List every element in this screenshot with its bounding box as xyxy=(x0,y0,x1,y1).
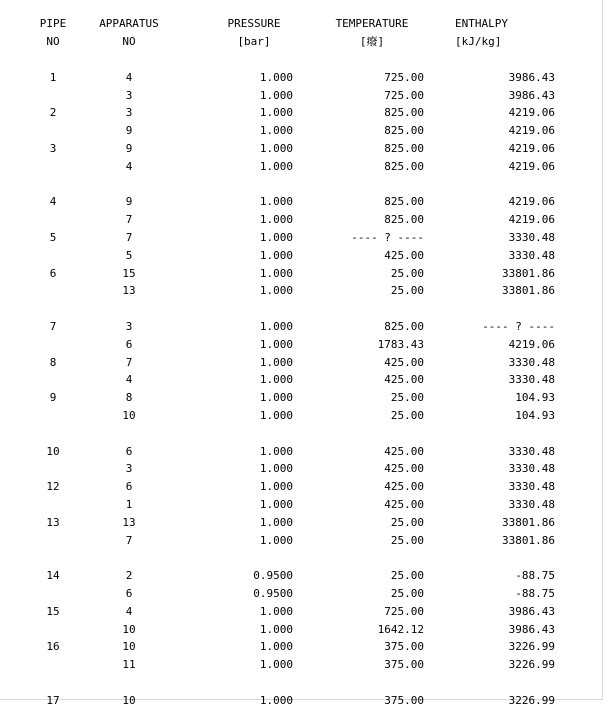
enthalpy-cell: 33801.86 xyxy=(502,266,555,280)
apparatus-no-cell: 11 xyxy=(122,658,136,672)
apparatus-no-cell: 7 xyxy=(125,213,133,227)
table-row xyxy=(0,496,600,514)
pipe-no-cell: 13 xyxy=(46,515,60,529)
enthalpy-cell: 3986.43 xyxy=(508,604,555,618)
pressure-cell: 1.000 xyxy=(259,141,293,155)
enthalpy-cell: -88.75 xyxy=(515,569,555,583)
enthalpy-cell: 3330.48 xyxy=(508,230,555,244)
temperature-cell: 25.00 xyxy=(390,586,424,600)
pressure-cell: 1.000 xyxy=(259,515,293,529)
apparatus-no-cell: 6 xyxy=(125,586,133,600)
apparatus-no-cell: 9 xyxy=(125,141,133,155)
pressure-cell: 1.000 xyxy=(259,266,293,280)
pressure-cell: 1.000 xyxy=(259,230,293,244)
table-row xyxy=(0,282,600,300)
table-row xyxy=(0,692,600,709)
pipe-no-cell: 17 xyxy=(46,693,60,707)
enthalpy-cell: 3226.99 xyxy=(508,693,555,707)
pipe-no-cell: 14 xyxy=(46,569,60,583)
header-temperature-unit: [癈] xyxy=(359,35,385,48)
pipe-no-cell: 7 xyxy=(49,319,57,333)
pressure-cell: 1.000 xyxy=(259,408,293,422)
temperature-cell: 725.00 xyxy=(384,604,424,618)
enthalpy-cell: 3986.43 xyxy=(508,622,555,636)
table-row xyxy=(0,265,600,283)
apparatus-no-cell: 5 xyxy=(125,248,133,262)
enthalpy-cell: 3226.99 xyxy=(508,640,555,654)
temperature-cell: ---- ? ---- xyxy=(351,230,424,244)
pipe-no-cell: 2 xyxy=(49,106,57,120)
pressure-cell: 1.000 xyxy=(259,124,293,138)
temperature-cell: 25.00 xyxy=(390,515,424,529)
table-row xyxy=(0,229,600,247)
pressure-cell: 1.000 xyxy=(259,622,293,636)
pressure-cell: 1.000 xyxy=(259,391,293,405)
pipe-no-cell: 8 xyxy=(49,355,57,369)
temperature-cell: 1783.43 xyxy=(377,337,424,351)
pressure-cell: 1.000 xyxy=(259,213,293,227)
temperature-cell: 825.00 xyxy=(384,106,424,120)
table-row xyxy=(0,87,600,105)
apparatus-no-cell: 10 xyxy=(122,622,136,636)
group-spacer xyxy=(0,549,600,567)
pipe-no-cell: 4 xyxy=(49,195,57,209)
temperature-cell: 25.00 xyxy=(390,533,424,547)
pressure-cell: 1.000 xyxy=(259,70,293,84)
table-row xyxy=(0,514,600,532)
pipe-no-cell: 9 xyxy=(49,391,57,405)
apparatus-no-cell: 4 xyxy=(125,373,133,387)
temperature-cell: 825.00 xyxy=(384,319,424,333)
table-header-row-1 xyxy=(0,15,600,33)
apparatus-no-cell: 8 xyxy=(125,391,133,405)
enthalpy-cell: 104.93 xyxy=(515,391,555,405)
table-row xyxy=(0,247,600,265)
enthalpy-cell: 3330.48 xyxy=(508,373,555,387)
temperature-cell: 425.00 xyxy=(384,462,424,476)
pressure-cell: 1.000 xyxy=(259,444,293,458)
pressure-cell: 1.000 xyxy=(259,462,293,476)
table-body xyxy=(0,51,600,709)
apparatus-no-cell: 6 xyxy=(125,337,133,351)
pressure-cell: 1.000 xyxy=(259,337,293,351)
temperature-cell: 825.00 xyxy=(384,195,424,209)
apparatus-no-cell: 13 xyxy=(122,515,136,529)
enthalpy-cell: 3986.43 xyxy=(508,70,555,84)
temperature-cell: 25.00 xyxy=(390,569,424,583)
header-enthalpy: ENTHALPY xyxy=(455,17,508,30)
temperature-cell: 825.00 xyxy=(384,124,424,138)
temperature-cell: 375.00 xyxy=(384,640,424,654)
enthalpy-cell: 3330.48 xyxy=(508,248,555,262)
temperature-cell: 25.00 xyxy=(390,266,424,280)
pipe-no-cell: 10 xyxy=(46,444,60,458)
header-pipe-no: NO xyxy=(46,35,60,48)
table-row xyxy=(0,585,600,603)
apparatus-no-cell: 4 xyxy=(125,70,133,84)
table-row xyxy=(0,603,600,621)
enthalpy-cell: 4219.06 xyxy=(508,337,555,351)
apparatus-no-cell: 3 xyxy=(125,319,133,333)
enthalpy-cell: 4219.06 xyxy=(508,106,555,120)
table-row xyxy=(0,69,600,87)
enthalpy-cell: 3330.48 xyxy=(508,355,555,369)
table-row xyxy=(0,460,600,478)
apparatus-no-cell: 2 xyxy=(125,569,133,583)
table-row xyxy=(0,532,600,550)
header-pressure-unit: [bar] xyxy=(237,35,271,48)
table-row xyxy=(0,193,600,211)
table-row xyxy=(0,211,600,229)
pressure-cell: 1.000 xyxy=(259,604,293,618)
apparatus-no-cell: 10 xyxy=(122,693,136,707)
pressure-cell: 1.000 xyxy=(259,248,293,262)
pressure-cell: 1.000 xyxy=(259,88,293,102)
temperature-cell: 425.00 xyxy=(384,444,424,458)
header-pipe: PIPE xyxy=(39,17,67,30)
pressure-cell: 1.000 xyxy=(259,480,293,494)
pressure-cell: 1.000 xyxy=(259,373,293,387)
enthalpy-cell: 4219.06 xyxy=(508,195,555,209)
pressure-cell: 1.000 xyxy=(259,640,293,654)
apparatus-no-cell: 4 xyxy=(125,159,133,173)
enthalpy-cell: ---- ? ---- xyxy=(482,319,555,333)
apparatus-no-cell: 15 xyxy=(122,266,136,280)
table-row xyxy=(0,371,600,389)
header-temperature: TEMPERATURE xyxy=(335,17,409,30)
temperature-cell: 25.00 xyxy=(390,284,424,298)
apparatus-no-cell: 9 xyxy=(125,195,133,209)
pressure-cell: 1.000 xyxy=(259,319,293,333)
apparatus-no-cell: 6 xyxy=(125,480,133,494)
pressure-cell: 1.000 xyxy=(259,497,293,511)
table-row xyxy=(0,638,600,656)
pipe-results-table xyxy=(0,15,600,709)
pressure-cell: 1.000 xyxy=(259,106,293,120)
table-row xyxy=(0,478,600,496)
enthalpy-cell: 33801.86 xyxy=(502,284,555,298)
group-spacer xyxy=(0,425,600,443)
temperature-cell: 425.00 xyxy=(384,480,424,494)
enthalpy-cell: 104.93 xyxy=(515,408,555,422)
temperature-cell: 725.00 xyxy=(384,88,424,102)
temperature-cell: 425.00 xyxy=(384,373,424,387)
header-enthalpy-unit: [kJ/kg] xyxy=(455,35,502,48)
enthalpy-cell: 4219.06 xyxy=(508,124,555,138)
header-apparatus: APPARATUS xyxy=(99,17,159,30)
group-spacer xyxy=(0,674,600,692)
enthalpy-cell: 4219.06 xyxy=(508,159,555,173)
pressure-cell: 1.000 xyxy=(259,355,293,369)
pressure-cell: 1.000 xyxy=(259,658,293,672)
pipe-no-cell: 6 xyxy=(49,266,57,280)
enthalpy-cell: 3330.48 xyxy=(508,480,555,494)
enthalpy-cell: 4219.06 xyxy=(508,213,555,227)
enthalpy-cell: 3330.48 xyxy=(508,444,555,458)
apparatus-no-cell: 13 xyxy=(122,284,136,298)
table-row xyxy=(0,336,600,354)
pipe-no-cell: 1 xyxy=(49,70,57,84)
enthalpy-cell: 3226.99 xyxy=(508,658,555,672)
apparatus-no-cell: 7 xyxy=(125,355,133,369)
apparatus-no-cell: 9 xyxy=(125,124,133,138)
apparatus-no-cell: 3 xyxy=(125,88,133,102)
table-row xyxy=(0,656,600,674)
temperature-cell: 25.00 xyxy=(390,391,424,405)
apparatus-no-cell: 1 xyxy=(125,497,133,511)
table-row xyxy=(0,621,600,639)
group-spacer xyxy=(0,51,600,69)
temperature-cell: 425.00 xyxy=(384,355,424,369)
table-row xyxy=(0,567,600,585)
pressure-cell: 1.000 xyxy=(259,159,293,173)
header-apparatus-no: NO xyxy=(122,35,136,48)
pipe-no-cell: 3 xyxy=(49,141,57,155)
enthalpy-cell: 4219.06 xyxy=(508,141,555,155)
temperature-cell: 425.00 xyxy=(384,248,424,262)
table-row xyxy=(0,354,600,372)
pressure-cell: 1.000 xyxy=(259,284,293,298)
apparatus-no-cell: 7 xyxy=(125,533,133,547)
group-spacer xyxy=(0,300,600,318)
enthalpy-cell: 3330.48 xyxy=(508,497,555,511)
apparatus-no-cell: 10 xyxy=(122,640,136,654)
pipe-no-cell: 12 xyxy=(46,480,60,494)
pressure-cell: 0.9500 xyxy=(253,569,293,583)
pressure-cell: 1.000 xyxy=(259,533,293,547)
pressure-cell: 0.9500 xyxy=(253,586,293,600)
temperature-cell: 725.00 xyxy=(384,70,424,84)
table-row xyxy=(0,140,600,158)
header-pressure: PRESSURE xyxy=(227,17,281,30)
pressure-cell: 1.000 xyxy=(259,693,293,707)
temperature-cell: 825.00 xyxy=(384,141,424,155)
table-row xyxy=(0,104,600,122)
group-spacer xyxy=(0,176,600,194)
pipe-no-cell: 16 xyxy=(46,640,60,654)
apparatus-no-cell: 10 xyxy=(122,408,136,422)
enthalpy-cell: 33801.86 xyxy=(502,515,555,529)
temperature-cell: 375.00 xyxy=(384,658,424,672)
temperature-cell: 425.00 xyxy=(384,497,424,511)
apparatus-no-cell: 6 xyxy=(125,444,133,458)
pressure-cell: 1.000 xyxy=(259,195,293,209)
enthalpy-cell: 3330.48 xyxy=(508,462,555,476)
apparatus-no-cell: 7 xyxy=(125,230,133,244)
table-row xyxy=(0,389,600,407)
apparatus-no-cell: 3 xyxy=(125,106,133,120)
enthalpy-cell: 3986.43 xyxy=(508,88,555,102)
temperature-cell: 825.00 xyxy=(384,213,424,227)
table-row xyxy=(0,122,600,140)
table-row xyxy=(0,158,600,176)
temperature-cell: 25.00 xyxy=(390,408,424,422)
apparatus-no-cell: 4 xyxy=(125,604,133,618)
table-row xyxy=(0,318,600,336)
table-row xyxy=(0,443,600,461)
table-row xyxy=(0,407,600,425)
temperature-cell: 825.00 xyxy=(384,159,424,173)
apparatus-no-cell: 3 xyxy=(125,462,133,476)
pipe-no-cell: 5 xyxy=(49,230,57,244)
enthalpy-cell: 33801.86 xyxy=(502,533,555,547)
temperature-cell: 1642.12 xyxy=(377,622,424,636)
temperature-cell: 375.00 xyxy=(384,693,424,707)
enthalpy-cell: -88.75 xyxy=(515,586,555,600)
pipe-no-cell: 15 xyxy=(46,604,60,618)
table-header-row-2 xyxy=(0,33,600,51)
